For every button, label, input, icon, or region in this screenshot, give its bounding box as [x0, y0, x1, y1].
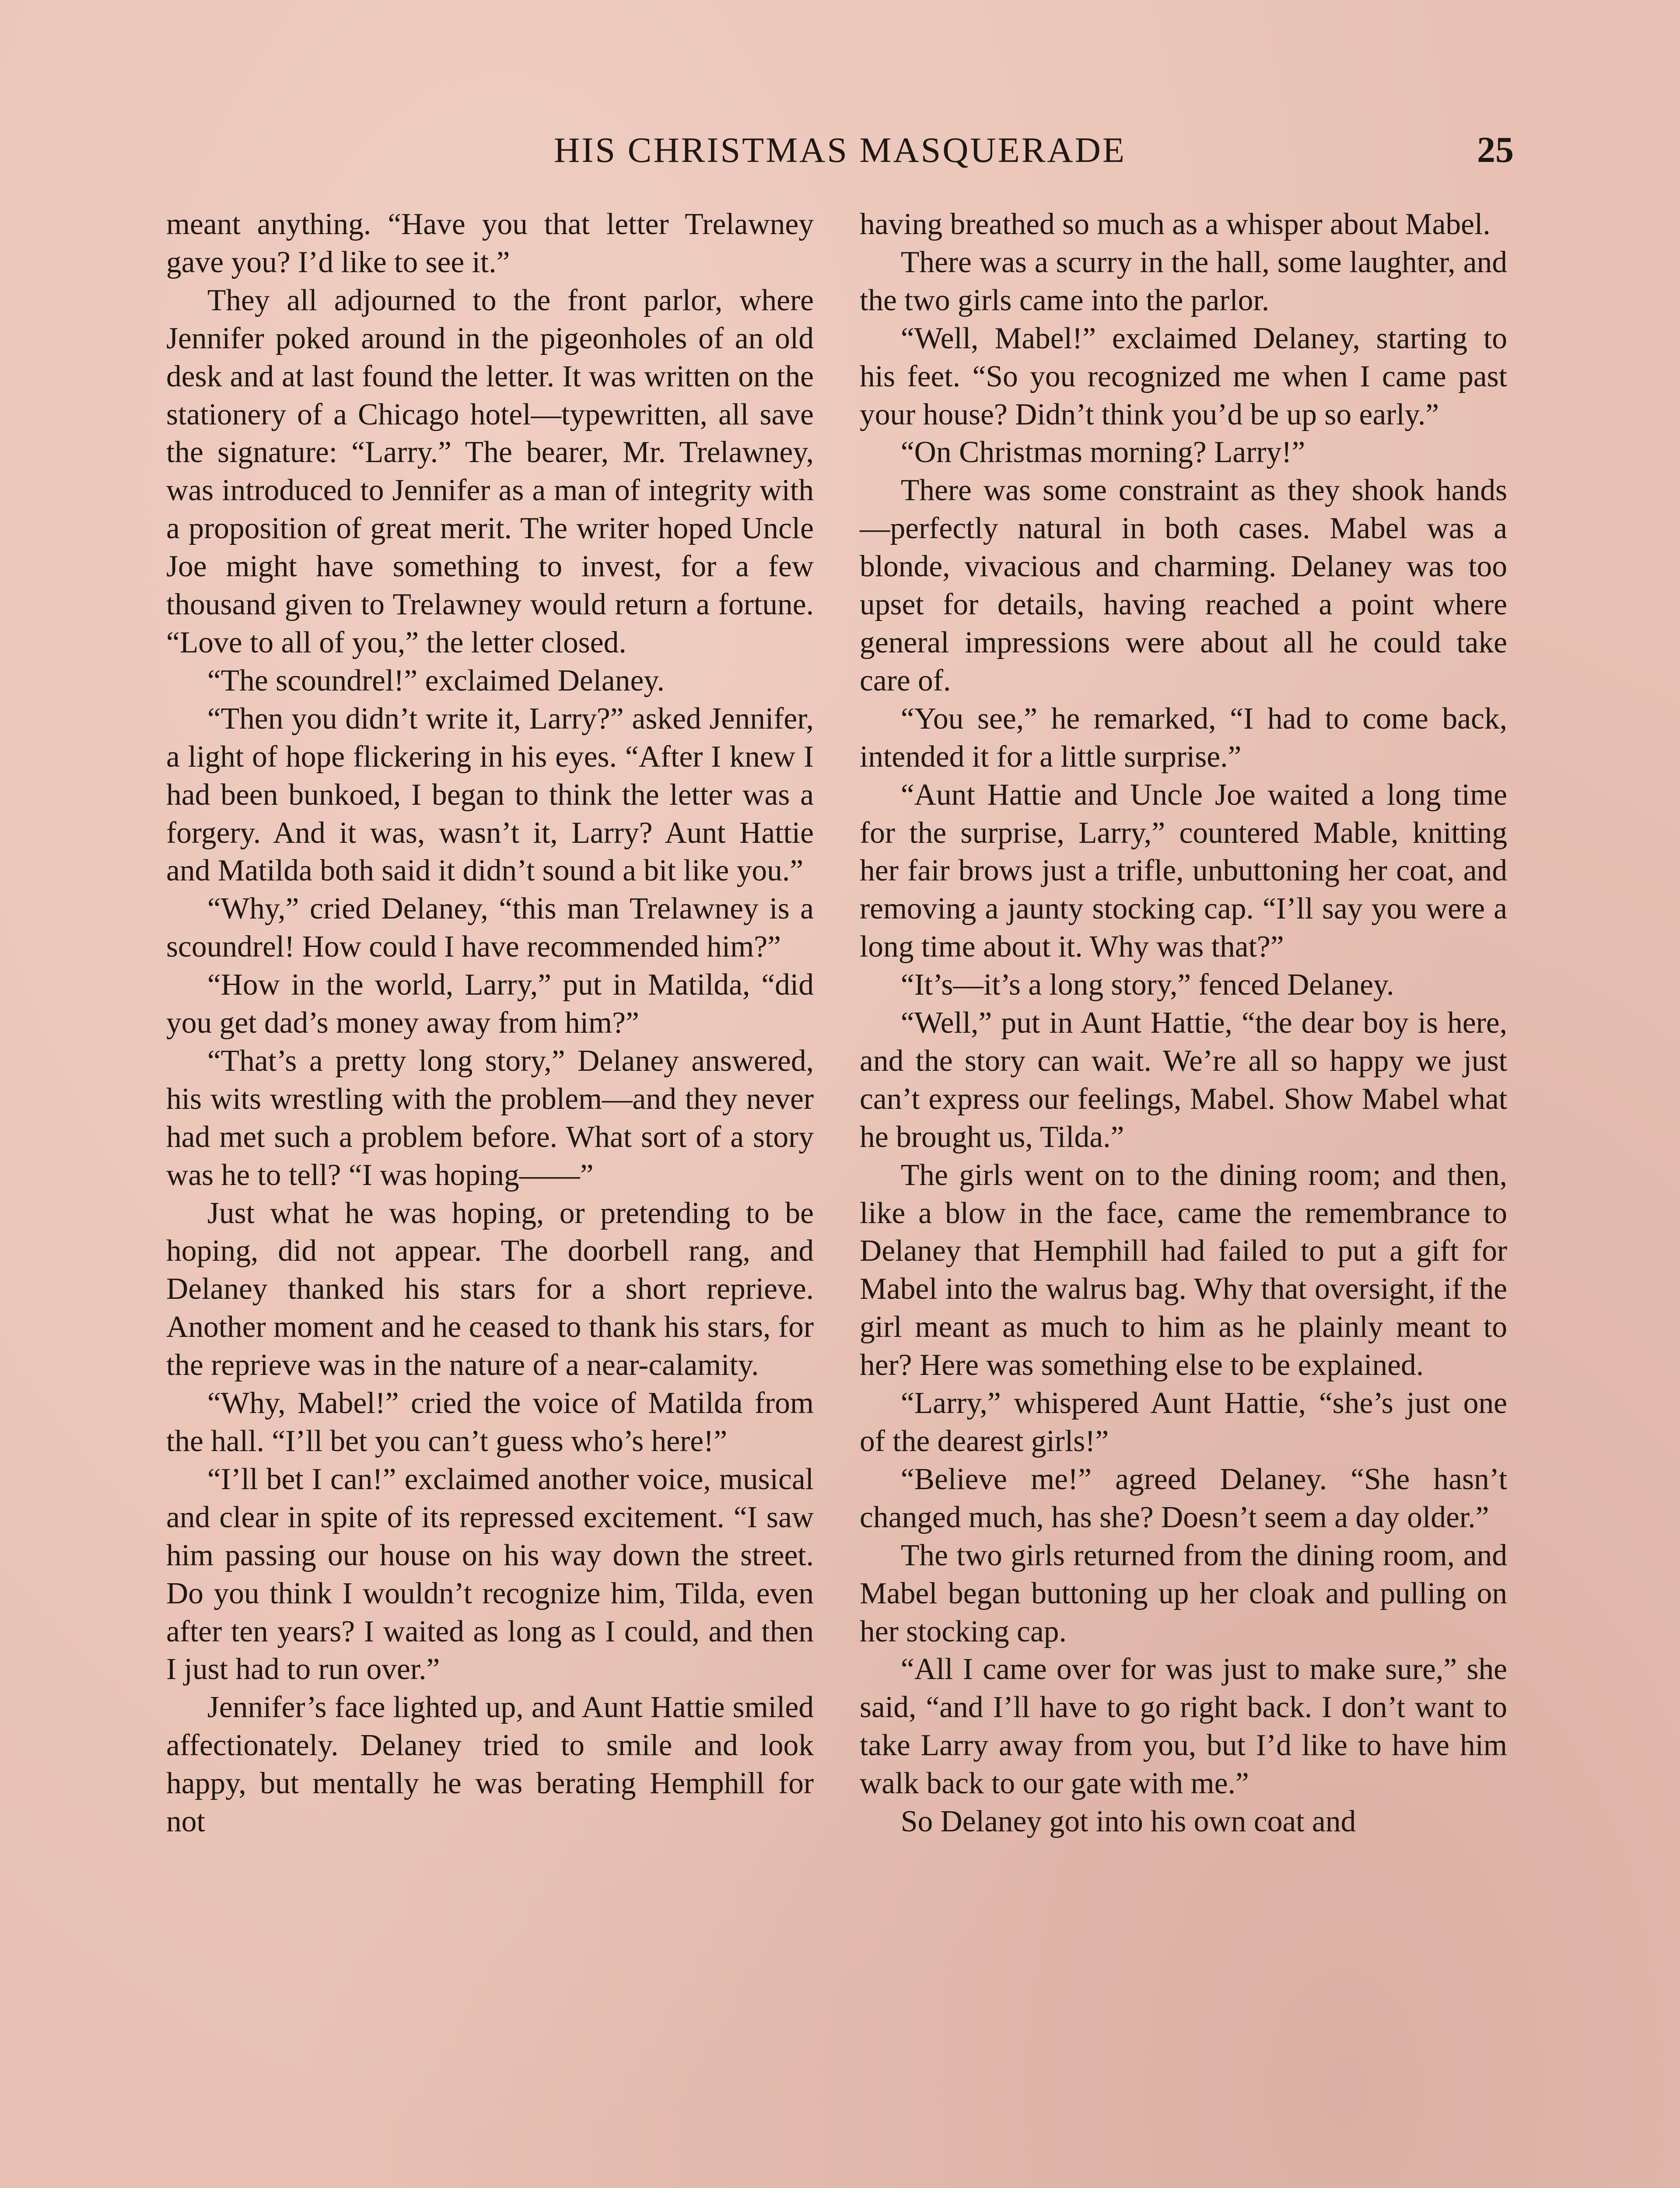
paragraph: “Why,” cried Delaney, “this man Trelawney is a scoundrel! How could I have recommended him?” — [166, 892, 814, 964]
page-header — [166, 126, 1514, 174]
paragraph: “How in the world, Larry,” put in Matilda, “did you get dad’s money away from him?” — [166, 968, 814, 1040]
running-title: HIS CHRISTMAS MASQUERADE — [554, 130, 1126, 170]
paragraph: “Believe me!” agreed Delaney. “She hasn’t changed much, has she? Doesn’t seem a day older.” — [860, 1462, 1507, 1534]
paragraph: “You see,” he remarked, “I had to come back, intended it for a little surprise.” — [860, 701, 1507, 774]
paragraph: “On Christmas morning? Larry!” — [900, 435, 1306, 470]
paragraph: The girls went on to the dining room; and then, like a blow in the face, came the remembrance to Delaney that Hemphill had failed to put a gift for Mabel into the walrus bag. Why that oversight, if the girl meant as much to him as he plainly meant to her? Here was something else to be explained. — [860, 1158, 1507, 1382]
paragraph: “Why, Mabel!” cried the voice of Matilda from the hall. “I’ll bet you can’t guess who’s here!” — [166, 1386, 814, 1458]
right-text-column — [860, 206, 1507, 1841]
paragraph: meant anything. “Have you that letter Trelawney gave you? I’d like to see it.” — [166, 207, 814, 279]
paragraph: “Well, Mabel!” exclaimed Delaney, starting to his feet. “So you recognized me when I came past your house? Didn’t think you’d be up so early.” — [860, 321, 1507, 431]
paragraph: They all adjourned to the front parlor, where Jennifer poked around in the pigeonholes of an old desk and at last found the letter. It was written on the stationery of a Chicago hotel—typewritten, all save the signature: “Larry.” The bearer, Mr. Trelawney, was introduced to Jennifer as a man of integrity with a proposition of great merit. The writer hoped Uncle Joe might have something to invest, for a few thousand given to Trelawney would return a fortune. “Love to all of you,” the letter closed. — [166, 283, 814, 659]
paragraph: “Well,” put in Aunt Hattie, “the dear boy is here, and the story can wait. We’re all so happy we just can’t express our feelings, Mabel. Show Mabel what he brought us, Tilda.” — [860, 1006, 1507, 1154]
paragraph: Just what he was hoping, or pretending to be hoping, did not appear. The doorbell rang, and Delaney thanked his stars for a short reprieve. Another moment and he ceased to thank his stars, for the reprieve was in the nature of a near-calamity. — [166, 1196, 814, 1382]
paragraph: having breathed so much as a whisper about Mabel. — [860, 207, 1491, 241]
paragraph: “I’ll bet I can!” exclaimed another voice, musical and clear in spite of its repressed excitement. “I saw him passing our house on his way down the street. Do you think I wouldn’t recognize him, Tilda, even after ten years? I waited as long as I could, and then I just had to run over.” — [166, 1462, 814, 1687]
paragraph: “All I came over for was just to make sure,” she said, “and I’ll have to go right back. I don’t want to take Larry away from you, but I’d like to have him walk back to our gate with me.” — [860, 1652, 1507, 1801]
paragraph: “Larry,” whispered Aunt Hattie, “she’s just one of the dearest girls!” — [860, 1386, 1507, 1458]
paragraph: Jennifer’s face lighted up, and Aunt Hattie smiled affectionately. Delaney tried to smile and look happy, but mentally he was berating Hemphill for not — [166, 1690, 814, 1839]
paragraph: There was a scurry in the hall, some laughter, and the two girls came into the parlor. — [860, 245, 1507, 317]
paragraph: “Then you didn’t write it, Larry?” asked Jennifer, a light of hope flickering in his eyes. “After I knew I had been bunkoed, I began to think the letter was a forgery. And it was, wasn’t it, Larry? Aunt Hattie and Matilda both said it didn’t sound a bit like you.” — [166, 701, 814, 888]
paragraph: So Delaney got into his own coat and — [900, 1805, 1356, 1839]
left-text-column — [166, 206, 814, 1841]
paragraph: The two girls returned from the dining room, and Mabel began buttoning up her cloak and pulling on her stocking cap. — [860, 1538, 1507, 1648]
page-number: 25 — [1477, 130, 1514, 170]
paragraph: “The scoundrel!” exclaimed Delaney. — [207, 663, 665, 698]
paragraph: “Aunt Hattie and Uncle Joe waited a long time for the surprise, Larry,” countered Mable, knitting her fair brows just a trifle, unbuttoning her coat, and removing a jaunty stocking cap. “I’ll say you were a long time about it. Why was that?” — [860, 778, 1507, 964]
paragraph: “That’s a pretty long story,” Delaney answered, his wits wrestling with the problem—and they never had met such a problem before. What sort of a story was he to tell? “I was hoping——” — [166, 1044, 814, 1192]
paragraph: There was some constraint as they shook hands—perfectly natural in both cases. Mabel was a blonde, vivacious and charming. Delaney was too upset for details, having reached a point where general impressions were about all he could take care of. — [860, 473, 1507, 698]
paragraph: “It’s—it’s a long story,” fenced Delaney. — [900, 968, 1394, 1002]
